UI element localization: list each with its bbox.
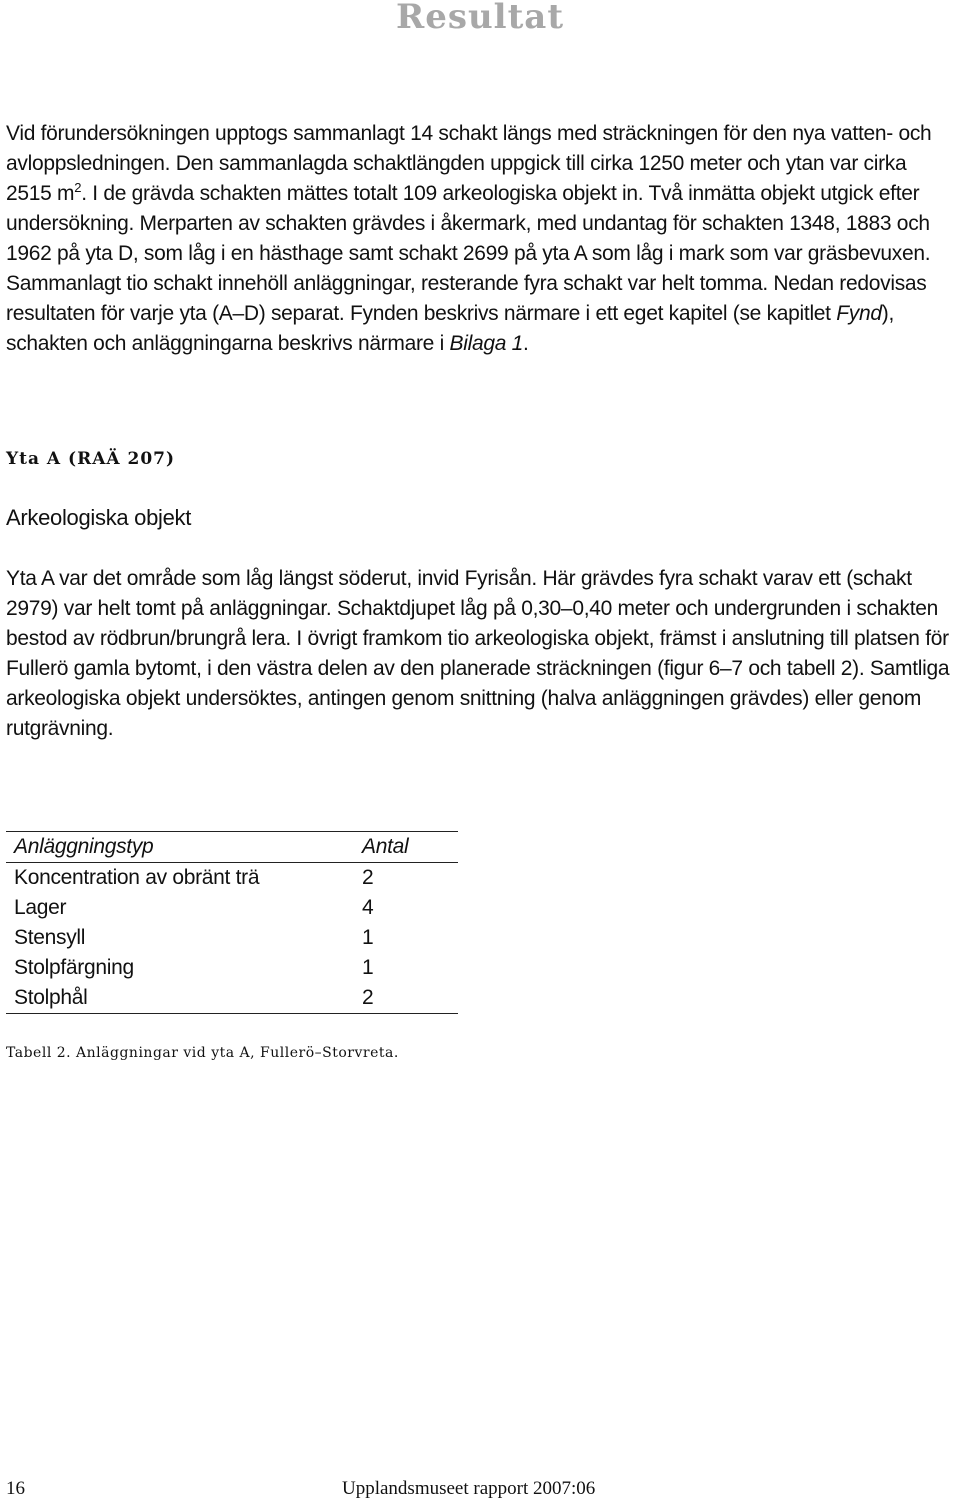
table-row — [6, 863, 458, 894]
superscript-2: 2 — [74, 180, 82, 195]
cell-type: Stensyll — [14, 926, 86, 949]
intro-paragraph — [6, 119, 954, 359]
ref-fynd: Fynd — [836, 302, 882, 325]
header-count: Antal — [362, 835, 409, 858]
cell-type: Lager — [14, 896, 67, 919]
table-row — [6, 893, 458, 923]
cell-count: 2 — [362, 866, 374, 889]
table-row — [6, 983, 458, 1014]
table-caption: Tabell 2. Anläggningar vid yta A, Fullerö–Storvreta. — [6, 1045, 399, 1061]
intro-text-4: . — [523, 332, 529, 355]
cell-type: Stolpfärgning — [14, 956, 134, 979]
section-paragraph: Yta A var det område som låg längst söderut, invid Fyrisån. Här grävdes fyra schakt varav ett (schakt 2979) var helt tomt på anläggningar. Schaktdjupet låg på 0,30–0,40 meter och undergrunden i schakten bestod av rödbrun/brungrå lera. I övrigt framkom tio arkeologiska objekt, främst i anslutning till platsen för Fullerö gamla bytomt, i den västra delen av den planerade sträckningen (figur 6–7 och tabell 2). Samtliga arkeologiska objekt undersöktes, antingen genom snittning (halva anläggningen grävdes) eller genom rutgrävning. — [6, 567, 950, 740]
section-subheading: Arkeologiska objekt — [6, 505, 192, 530]
cell-type: Koncentration av obränt trä — [14, 866, 260, 889]
publication-footer: Upplandsmuseet rapport 2007:06 — [342, 1478, 596, 1499]
ref-bilaga: Bilaga 1 — [449, 332, 523, 355]
cell-count: 1 — [362, 956, 374, 979]
intro-text-2: . I de grävda schakten mättes totalt 109 arkeologiska objekt in. Två inmätta objekt utgick efter undersökning. Merparten av schakten grävdes i åkermark, med undantag för schakten 1348, 1883 och 1962 på yta D, som låg i en hästhage samt schakt 2699 på yta A som låg i mark som var gräsbevuxen. Sammanlagt tio schakt innehöll anläggningar, resterande fyra schakt var helt tomma. Nedan redovisas resultaten för varje yta (A–D) separat. Fynden beskrivs närmare i ett eget kapitel (se kapitlet — [6, 182, 931, 325]
cell-count: 2 — [362, 986, 374, 1009]
cell-count: 1 — [362, 926, 374, 949]
table-row — [6, 953, 458, 983]
header-type: Anläggningstyp — [14, 835, 154, 858]
facility-table — [6, 831, 458, 1014]
page-number: 16 — [6, 1478, 25, 1499]
section-heading: Yta A (RAÄ 207) — [6, 449, 176, 469]
table-header-row — [6, 832, 458, 863]
table-row — [6, 923, 458, 953]
cell-type: Stolphål — [14, 986, 88, 1009]
cell-count: 4 — [362, 896, 374, 919]
intro-text-1: Vid förundersökningen upptogs sammanlagt 14 schakt längs med sträckningen för den nya vatten- och avloppsledningen. Den sammanlagda schaktlängden uppgick till cirka 1250 meter och ytan var cirka 2515 m — [6, 122, 932, 205]
page-title: Resultat — [395, 0, 565, 37]
intro-text-3: ), schakten och anläggningarna beskrivs närmare i — [6, 302, 894, 355]
